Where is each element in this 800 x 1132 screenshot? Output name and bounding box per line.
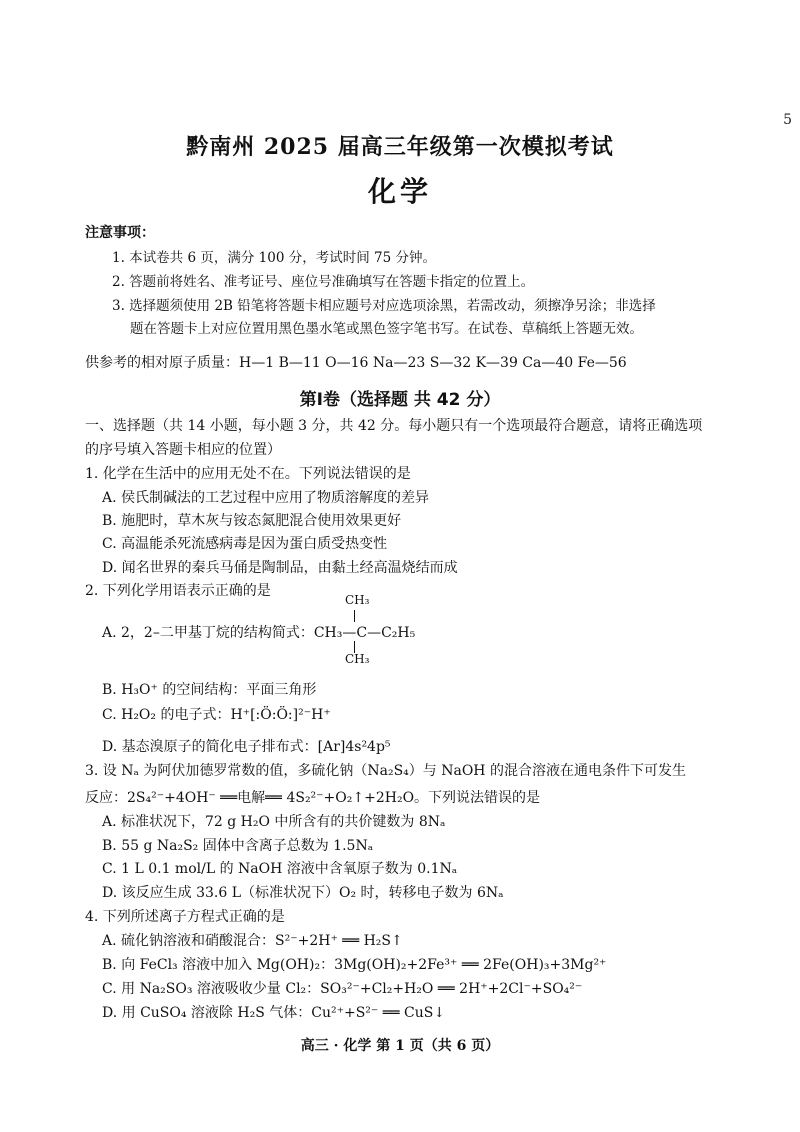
q4-option-a: A. 硫化钠溶液和硝酸混合：S²⁻+2H⁺ ══ H₂S↑ [102, 933, 403, 949]
notes-heading: 注意事项： [85, 225, 155, 241]
q1-option-d: D. 闻名世界的秦兵马俑是陶制品，由黏土经高温烧结而成 [102, 560, 458, 576]
q3-stem-line-1: 3. 设 Nₐ 为阿伏加德罗常数的值，多硫化钠（Na₂S₄）与 NaOH 的混合溶液在通电条件下可发生 [85, 763, 686, 779]
q2-option-b: B. H₃O⁺ 的空间结构：平面三角形 [102, 682, 317, 698]
q2-stem: 2. 下列化学用语表示正确的是 [85, 583, 271, 599]
q3-stem-line-2: 反应：2S₄²⁻+4OH⁻ ══电解══ 4S₂²⁻+O₂↑+2H₂O。下列说法错误的是 [85, 790, 541, 806]
q2-a-bond-top [354, 610, 355, 622]
q1-option-b: B. 施肥时，草木灰与铵态氮肥混合使用效果更好 [102, 513, 402, 529]
q4-option-d: D. 用 CuSO₄ 溶液除 H₂S 气体：Cu²⁺+S²⁻ ══ CuS↓ [102, 1005, 446, 1021]
atomic-masses: 供参考的相对原子质量：H—1 B—11 O—16 Na—23 S—32 K—39 Ca—40 Fe—56 [85, 355, 627, 371]
q3-option-c: C. 1 L 0.1 mol/L 的 NaOH 溶液中含氧原子数为 0.1Nₐ [102, 861, 458, 877]
page-footer: 高三 · 化学 第 1 页（共 6 页） [300, 1038, 500, 1054]
instructions-line-1: 一、选择题（共 14 小题，每小题 3 分，共 42 分。每小题只有一个选项最符合题意，请将正确选项 [85, 418, 703, 434]
exam-title: 黔南州 2025 届高三年级第一次模拟考试 [186, 134, 614, 160]
q3-option-b: B. 55 g Na₂S₂ 固体中含离子总数为 1.5Nₐ [102, 838, 374, 854]
q2-option-a: A. 2，2–二甲基丁烷的结构简式：CH₃—C—C₂H₅ [102, 625, 416, 641]
page-corner-number: 5 [783, 112, 792, 128]
note-item-2: 2. 答题前将姓名、准考证号、座位号准确填写在答题卡指定的位置上。 [112, 274, 535, 290]
q1-stem: 1. 化学在生活中的应用无处不在。下列说法错误的是 [85, 466, 411, 482]
q3-option-a: A. 标准状况下，72 g H₂O 中所含有的共价键数为 8Nₐ [102, 814, 446, 830]
note-item-3: 3. 选择题须使用 2B 铅笔将答题卡相应题号对应选项涂黑，若需改动，须擦净另涂；非选择 [112, 298, 656, 314]
q1-option-a: A. 侯氏制碱法的工艺过程中应用了物质溶解度的差异 [102, 490, 430, 506]
q2-a-structure-bottom: CH₃ [345, 652, 370, 666]
q4-option-b: B. 向 FeCl₃ 溶液中加入 Mg(OH)₂：3Mg(OH)₂+2Fe³⁺ ══ 2Fe(OH)₃+3Mg²⁺ [102, 957, 607, 973]
section-title: 第Ⅰ卷（选择题 共 42 分） [299, 390, 501, 410]
q2-a-structure-top: CH₃ [345, 593, 370, 607]
note-item-3-cont: 题在答题卡上对应位置用黑色墨水笔或黑色签字笔书写。在试卷、草稿纸上答题无效。 [130, 321, 643, 337]
instructions-line-2: 的序号填入答题卡相应的位置） [85, 442, 281, 458]
q4-option-c: C. 用 Na₂SO₃ 溶液吸收少量 Cl₂：SO₃²⁻+Cl₂+H₂O ══ 2H⁺+2Cl⁻+SO₄²⁻ [102, 981, 583, 997]
note-item-1: 1. 本试卷共 6 页，满分 100 分，考试时间 75 分钟。 [112, 250, 436, 266]
q2-option-c: C. H₂O₂ 的电子式：H⁺[:Ö:Ö:]²⁻H⁺ [102, 707, 331, 723]
q1-option-c: C. 高温能杀死流感病毒是因为蛋白质受热变性 [102, 536, 388, 552]
q4-stem: 4. 下列所述离子方程式正确的是 [85, 909, 285, 925]
q2-option-d: D. 基态溴原子的简化电子排布式：[Ar]4s²4p⁵ [102, 739, 391, 755]
subject-title: 化学 [367, 175, 432, 208]
q3-option-d: D. 该反应生成 33.6 L（标准状况下）O₂ 时，转移电子数为 6Nₐ [102, 885, 504, 901]
